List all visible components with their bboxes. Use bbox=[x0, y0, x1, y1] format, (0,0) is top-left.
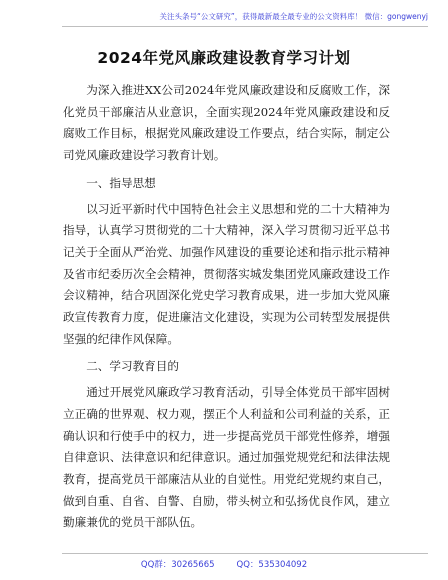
header-divider bbox=[62, 26, 428, 27]
footer-qq-group: QQ群：30265665 bbox=[140, 560, 215, 570]
intro-paragraph: 为深入推进XX公司2024年党风廉政建设和反腐败工作，深化党员干部廉洁从业意识，全面实现2024年党风廉政建设和反腐败工作目标，根据党风廉政建设工作要点，结合实际，制定公司党风廉政建设学习教育计划。 bbox=[63, 83, 390, 163]
footer-divider bbox=[62, 553, 428, 554]
footer-qq: QQ：535304092 bbox=[236, 560, 308, 570]
section-body-guiding-thought: 以习近平新时代中国特色社会主义思想和党的二十大精神为指导，认真学习贯彻党的二十大精神，深入学习贯彻习近平总书记关于全面从严治党、加强作风建设的重要论述和指示批示精神及省市纪委历次全会精神，贯彻落实城发集团党风廉政建设工作会议精神，结合巩固深化党史学习教育成果，进一步加大党风廉政宣传教育力度，促进廉洁文化建设，实现为公司转型发展提供坚强的纪律作风保障。 bbox=[63, 201, 390, 346]
header-watermark-note: 关注头条号“公文研究”，获得最新最全最专业的公文资料库！ 微信：gongwenyj bbox=[159, 12, 428, 21]
section-heading-study-purpose: 二、学习教育目的 bbox=[86, 359, 179, 374]
document-title: 2024年党风廉政建设教育学习计划 bbox=[97, 49, 351, 67]
document-body bbox=[63, 80, 390, 534]
footer-contact bbox=[0, 558, 448, 570]
section-body-study-purpose: 通过开展党风廉政学习教育活动，引导全体党员干部牢固树立正确的世界观、权力观，摆正个人利益和公司利益的关系，正确认识和行使手中的权力，进一步提高党员干部党性修养，增强自律意识、法律意识和纪律意识。通过加强党规党纪和法律法规教育，提高党员干部廉洁从业的自觉性。用党纪党规约束自己，做到自重、自省、自警、自励，带头树立和弘扬优良作风，建立勤廉兼优的党员干部队伍。 bbox=[63, 385, 390, 530]
section-heading-guiding-thought: 一、指导思想 bbox=[86, 175, 156, 190]
